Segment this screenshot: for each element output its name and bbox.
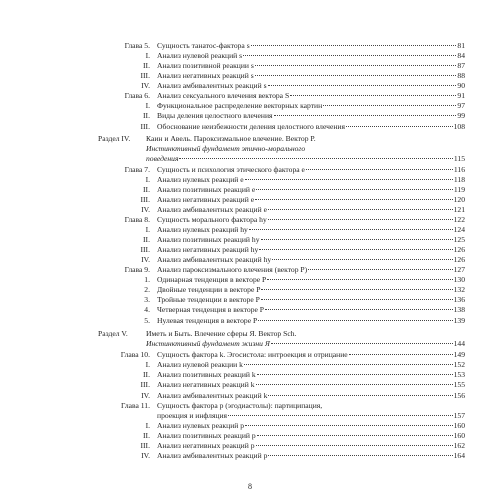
entry-title: Анализ негативных реакций hy — [157, 245, 259, 255]
entry-title: Анализ нулевых реакций e — [157, 174, 244, 184]
entry-page: 81 — [457, 41, 465, 50]
dot-leader — [308, 269, 452, 270]
dot-leader — [251, 45, 457, 46]
dot-leader — [257, 374, 453, 375]
dot-leader — [265, 309, 453, 310]
entry-title: Анализ негативных реакций k — [157, 380, 255, 390]
toc-section-entry-cont — [0, 338, 500, 349]
dot-leader — [249, 229, 453, 230]
entry-page: 108 — [453, 121, 465, 131]
entry-page: 162 — [453, 440, 465, 450]
entry-label: I. — [145, 174, 150, 184]
entry-label: I. — [145, 51, 150, 61]
section-title-line3: поведения — [146, 154, 179, 164]
entry-page: 144 — [453, 339, 465, 349]
entry-page: 87 — [457, 61, 465, 71]
entry-label: II. — [143, 111, 150, 121]
entry-title: Анализ амбивалентных реакций p — [157, 450, 268, 460]
entry-title: Тройные тенденции в векторе P — [157, 295, 260, 305]
entry-title: Сущность морального фактора hy — [157, 214, 267, 224]
dot-leader — [243, 55, 456, 56]
entry-label: I. — [145, 360, 150, 370]
entry-label: IV. — [141, 390, 150, 400]
dot-leader — [268, 85, 457, 86]
entry-title-line2: проекция и инфляция — [157, 410, 228, 420]
entry-page: 149 — [453, 350, 465, 360]
entry-label: III. — [140, 380, 150, 390]
entry-title: Анализ амбивалентных реакций e — [157, 204, 267, 214]
toc-entry — [0, 121, 500, 132]
entry-title: Сущность фактора k. Эгосистола: интроекция и отрицание — [157, 350, 348, 360]
entry-title: Анализ позитивной реакции s — [157, 61, 254, 71]
entry-label: IV. — [141, 204, 150, 214]
entry-page: 122 — [453, 214, 465, 224]
entry-label: I. — [145, 224, 150, 234]
dot-leader — [245, 425, 453, 426]
entry-label: II. — [143, 184, 150, 194]
entry-page: 118 — [453, 174, 465, 184]
dot-leader — [179, 158, 452, 159]
dot-leader — [268, 219, 453, 220]
dot-leader — [256, 189, 453, 190]
entry-title: Анализ негативных реакций p — [157, 440, 255, 450]
entry-label: 1. — [144, 275, 150, 285]
entry-label: II. — [143, 430, 150, 440]
entry-page: 120 — [453, 194, 465, 204]
dot-leader — [259, 249, 452, 250]
entry-title: Анализ позитивных реакций e — [157, 184, 256, 194]
dot-leader — [261, 299, 453, 300]
entry-page: 91 — [457, 91, 465, 101]
entry-label: IV. — [141, 450, 150, 460]
dot-leader — [255, 199, 453, 200]
section-title-line1: Каин и Авель. Пароксизмальное влечение. Вектор P. — [146, 134, 316, 144]
entry-label: I. — [145, 101, 150, 111]
entry-label: II. — [143, 370, 150, 380]
entry-page: 84 — [457, 51, 465, 61]
entry-title: Анализ амбивалентных реакций hy — [157, 255, 272, 265]
entry-title: Сущность танатос-фактора s — [157, 41, 250, 50]
entry-label: Глава 8. — [124, 214, 150, 224]
entry-label: II. — [143, 234, 150, 244]
section-title-line2: Инстинктивный фундамент жизни Я — [146, 339, 270, 349]
entry-title: Анализ нулевых реакций p — [157, 420, 245, 430]
dot-leader — [261, 289, 452, 290]
entry-title: Функциональное распределение векторных картин — [157, 101, 323, 111]
entry-label: III. — [140, 245, 150, 255]
entry-label: 2. — [144, 285, 150, 295]
entry-title: Анализ негативных реакций s — [157, 71, 254, 81]
entry-label: IV. — [141, 255, 150, 265]
entry-label: Глава 11. — [121, 400, 150, 410]
dot-leader — [272, 259, 452, 260]
entry-page: 88 — [457, 71, 465, 81]
entry-page: 119 — [453, 184, 465, 194]
section-label: Раздел IV. — [98, 134, 131, 144]
entry-page: 138 — [453, 305, 465, 315]
entry-label: III. — [140, 194, 150, 204]
entry-page: 152 — [453, 360, 465, 370]
dot-leader — [267, 279, 452, 280]
dot-leader — [256, 384, 453, 385]
entry-page: 124 — [453, 224, 465, 234]
dot-leader — [323, 105, 456, 106]
entry-label: Глава 9. — [124, 265, 150, 275]
dot-leader — [268, 395, 452, 396]
dot-leader — [346, 126, 453, 127]
entry-label: I. — [145, 420, 150, 430]
dot-leader — [244, 364, 453, 365]
entry-label: Глава 5. — [124, 41, 150, 50]
entry-page: 156 — [453, 390, 465, 400]
dot-leader — [256, 445, 453, 446]
dot-leader — [257, 435, 453, 436]
entry-page: 116 — [453, 164, 465, 174]
entry-title: Анализ позитивных реакций hy — [157, 234, 260, 244]
toc-entry — [0, 315, 500, 326]
entry-title: Виды деления целостного влечения — [157, 111, 273, 121]
dot-leader — [268, 455, 452, 456]
entry-page: 126 — [453, 245, 465, 255]
entry-page: 160 — [453, 430, 465, 440]
entry-page: 125 — [453, 234, 465, 244]
entry-title: Анализ позитивных реакций p — [157, 430, 256, 440]
entry-title: Нулевая тенденция в векторе P — [157, 315, 258, 325]
entry-title: Анализ пароксизмального влечения (вектор P) — [157, 265, 308, 275]
entry-label: 5. — [144, 315, 150, 325]
section-label: Раздел V. — [98, 329, 128, 339]
entry-page: 164 — [453, 450, 465, 460]
entry-label: Глава 6. — [124, 91, 150, 101]
entry-page: 121 — [453, 204, 465, 214]
dot-leader — [228, 415, 453, 416]
entry-label: II. — [143, 61, 150, 71]
dot-leader — [255, 75, 457, 76]
entry-title: Сущность и психология этического фактора e — [157, 164, 305, 174]
entry-label: III. — [140, 71, 150, 81]
entry-title: Анализ негативных реакций e — [157, 194, 255, 204]
entry-title: Анализ позитивных реакций k — [157, 370, 256, 380]
dot-leader — [268, 209, 453, 210]
entry-title: Обоснование неизбежности деления целостного влечения — [157, 121, 345, 131]
dot-leader — [271, 343, 453, 344]
entry-title: Анализ сексуального влечения вектора S — [157, 91, 290, 101]
entry-page: 160 — [453, 420, 465, 430]
entry-title: Анализ амбивалентных реакций s — [157, 81, 267, 91]
entry-page: 139 — [453, 315, 465, 325]
entry-label: Глава 7. — [124, 164, 150, 174]
section-title-line1: Иметь и Быть. Влечение сферы Я. Вектор Sch. — [146, 329, 297, 339]
entry-title: Анализ нулевой реакций s — [157, 51, 243, 61]
dot-leader — [258, 320, 452, 321]
entry-title: Анализ амбивалентных реакций k — [157, 390, 268, 400]
entry-page: 155 — [453, 380, 465, 390]
entry-title: Анализ нулевых реакций hy — [157, 224, 248, 234]
entry-page: 97 — [457, 101, 465, 111]
entry-label: III. — [140, 440, 150, 450]
entry-page: 130 — [453, 275, 465, 285]
entry-label: 3. — [144, 295, 150, 305]
entry-page: 132 — [453, 285, 465, 295]
page-number: 8 — [248, 482, 252, 491]
entry-title: Четверная тенденция в векторе P — [157, 305, 265, 315]
entry-page: 90 — [457, 81, 465, 91]
toc-entry — [0, 450, 500, 461]
entry-page: 126 — [453, 255, 465, 265]
entry-page: 115 — [453, 154, 465, 164]
entry-title: Анализ нулевой реакции k — [157, 360, 243, 370]
dot-leader — [274, 115, 457, 116]
section-title-line2: Инстинктивный фундамент этично-морального — [146, 144, 306, 154]
entry-page: 127 — [453, 265, 465, 275]
entry-label: III. — [140, 121, 150, 131]
entry-page: 136 — [453, 295, 465, 305]
dot-leader — [255, 65, 457, 66]
entry-label: IV. — [141, 81, 150, 91]
entry-title: Одинарная тенденция в векторе P — [157, 275, 267, 285]
entry-title: Двойные тенденции в векторе P — [157, 285, 261, 295]
dot-leader — [245, 179, 453, 180]
entry-label: 4. — [144, 305, 150, 315]
entry-title-line1: Сущность фактора p (эгодиастолы): партиципация, — [157, 400, 323, 410]
entry-page: 153 — [453, 370, 465, 380]
dot-leader — [349, 354, 453, 355]
entry-label: Глава 10. — [120, 350, 150, 360]
entry-page: 99 — [457, 111, 465, 121]
dot-leader — [290, 95, 456, 96]
dot-leader — [261, 239, 453, 240]
dot-leader — [306, 169, 453, 170]
entry-page: 157 — [453, 410, 465, 420]
